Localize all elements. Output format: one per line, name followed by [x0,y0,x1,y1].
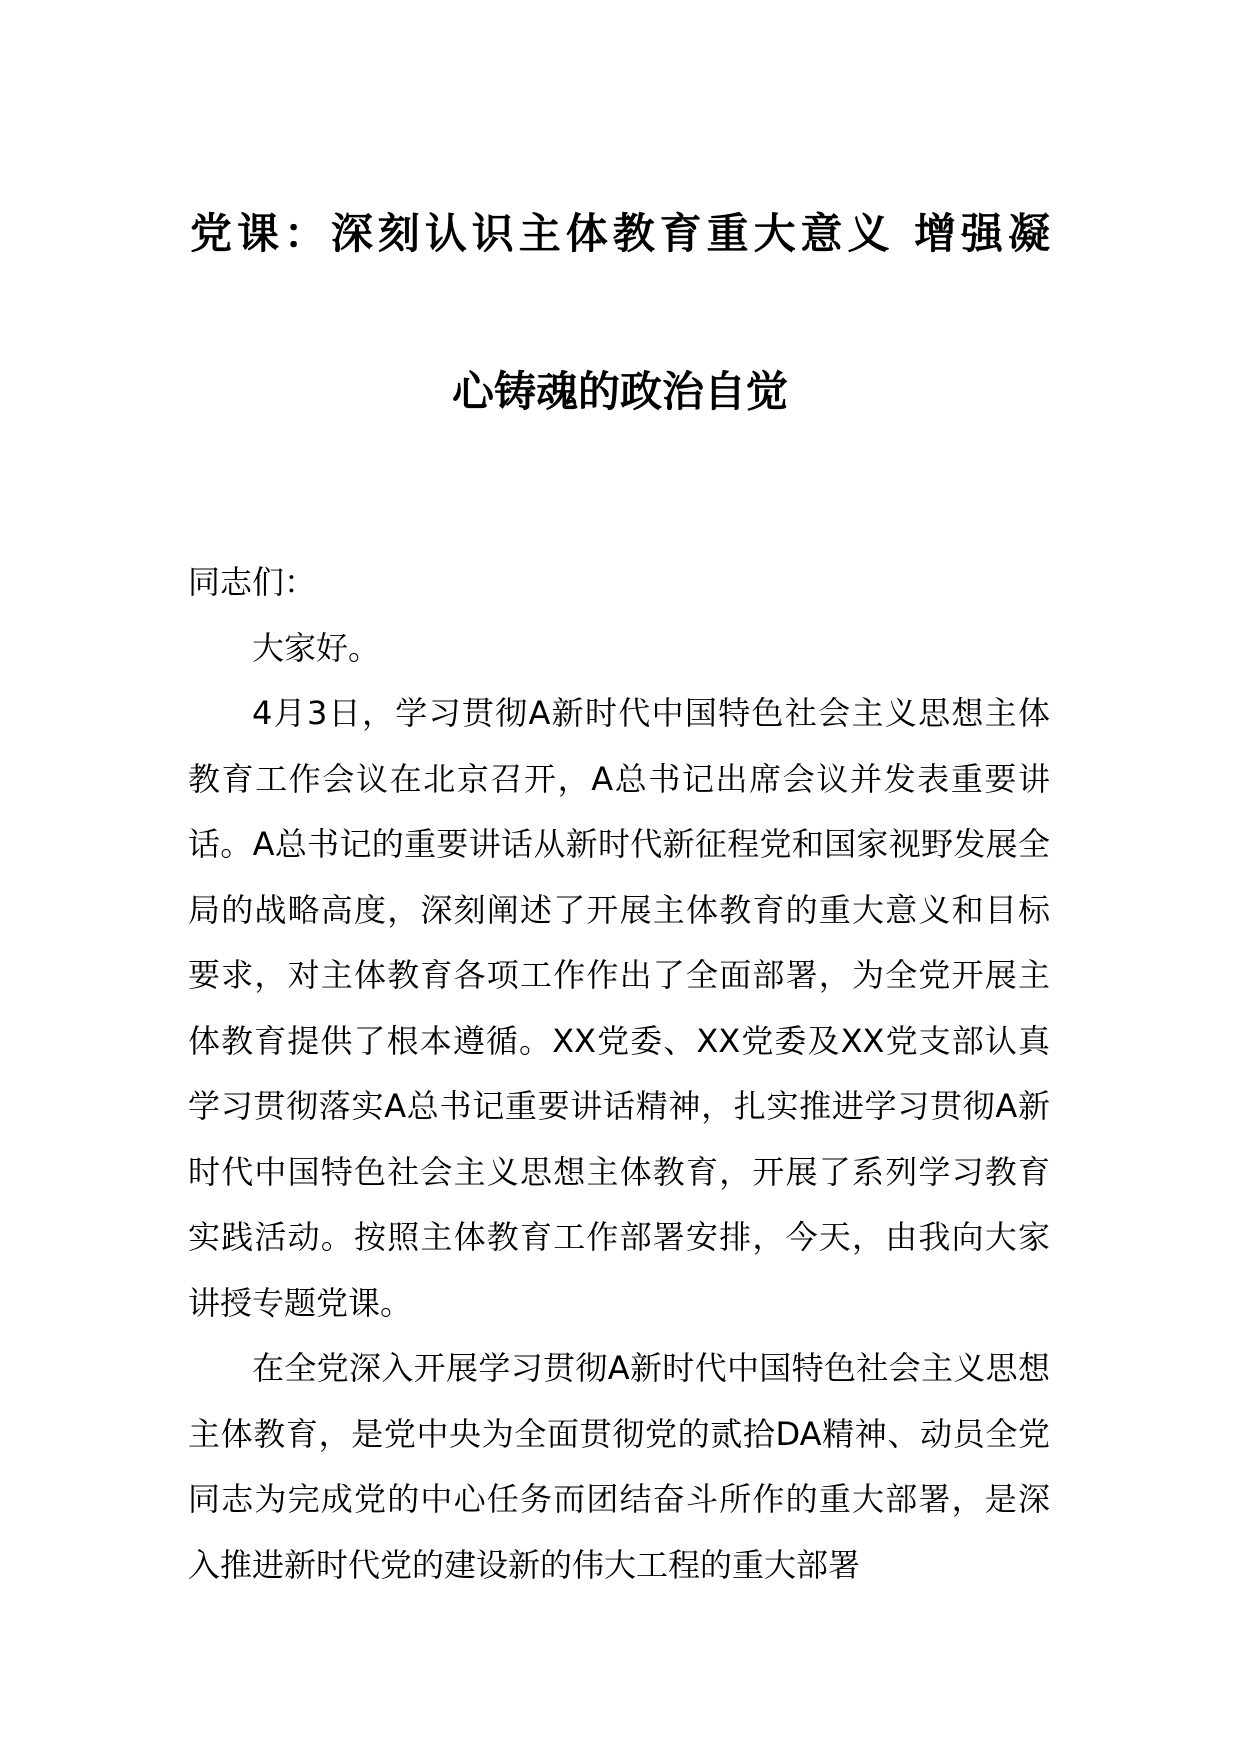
document-title-line-1: 党课：深刻认识主体教育重大意义 增强凝 [190,209,1050,258]
salutation: 同志们： [188,563,317,601]
paragraph-greeting: 大家好。 [252,628,381,667]
document-body [188,550,1050,1598]
paragraph-significance: 在全党深入开展学习贯彻A新时代中国特色社会主义思想主体教育，是党中央为全面贯彻党的贰拾DA精神、动员全党同志为完成党的中心任务而团结奋斗所作的重大部署，是深入推进新时代党的建设新的伟大工程的重大部署 [188,1349,1050,1584]
document-title-line-2: 心铸魂的政治自觉 [451,367,788,416]
paragraph-meeting: 4月3日，学习贯彻A新时代中国特色社会主义思想主体教育工作会议在北京召开，A总书记出席会议并发表重要讲话。A总书记的重要讲话从新时代新征程党和国家视野发展全局的战略高度，深刻阐述了开展主体教育的重大意义和目标要求，对主体教育各项工作作出了全面部署，为全党开展主体教育提供了根本遵循。XX党委、XX党委及XX党支部认真学习贯彻落实A总书记重要讲话精神，扎实推进学习贯彻A新时代中国特色社会主义思想主体教育，开展了系列学习教育实践活动。按照主体教育工作部署安排，今天，由我向大家讲授专题党课。 [188,694,1050,1322]
